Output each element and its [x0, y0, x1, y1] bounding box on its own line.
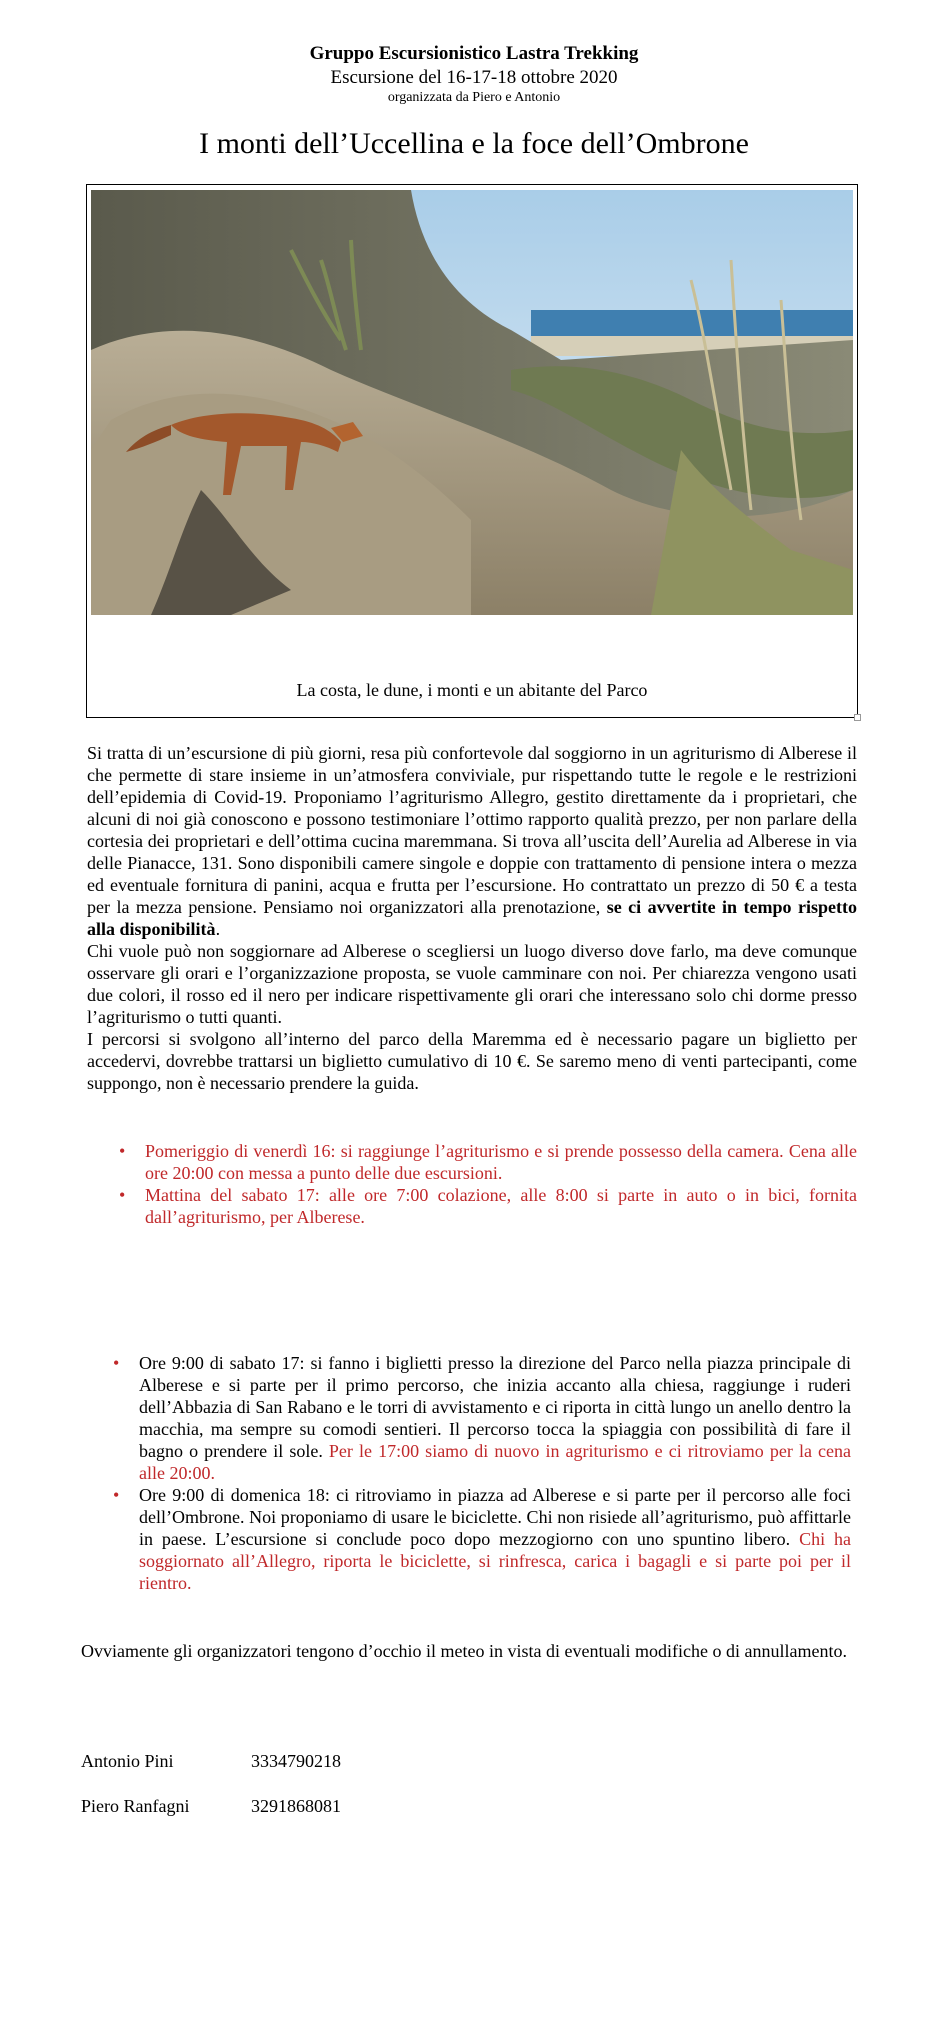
photo-frame: [86, 184, 858, 718]
schedule-item-text: Pomeriggio di venerdì 16: si raggiunge l’agriturismo e si prende possesso della camera. Cena alle ore 20:00 con messa a punto delle due escursioni.: [145, 1141, 857, 1183]
contact-row: [81, 1795, 341, 1817]
intro-paragraph-2: Chi vuole può non soggiornare ad Alberese o scegliersi un luogo diverso dove farlo, ma deve comunque osservare gli orari e l’organizzazione proposta, se vuole camminare con noi. Per chiarezza vengono usati due colori, il rosso ed il nero per indicare rispettivamente gli orari che interessano solo chi dorme presso l’agriturismo o tutti quanti.: [87, 941, 857, 1027]
bullet-icon: •: [119, 1141, 126, 1161]
bullet-icon: •: [113, 1485, 120, 1505]
contact-name: Antonio Pini: [81, 1751, 174, 1771]
intro-paragraph-3: I percorsi si svolgono all’interno del parco della Maremma ed è necessario pagare un biglietto per accedervi, dovrebbe trattarsi un biglietto cumulativo di 10 €. Se saremo meno di venti partecipanti, come suppongo, non è necessario prendere la guida.: [87, 1029, 857, 1093]
contact-phone: 3291868081: [251, 1796, 341, 1816]
coast-fox-photo: [91, 190, 853, 615]
bullet-icon: •: [113, 1353, 120, 1373]
organizers-line: organizzata da Piero e Antonio: [387, 90, 561, 105]
bullet-icon: •: [119, 1185, 126, 1205]
intro-p1-bold: se ci avvertite in tempo rispetto alla disponibilità: [87, 897, 857, 939]
closing-note: Ovviamente gli organizzatori tengono d’occhio il meteo in vista di eventuali modifiche o di annullamento.: [81, 1641, 847, 1661]
excursion-dates: Escursione del 16-17-18 ottobre 2020: [330, 67, 618, 88]
schedule-item-red-text: Chi ha soggiornato all’Allegro, riporta le biciclette, si rinfresca, carica i bagagli e si parte poi per il rientro.: [139, 1529, 851, 1593]
schedule-red-list: [119, 1140, 857, 1228]
list-item: [113, 1484, 851, 1594]
intro-paragraph-1: [87, 742, 857, 940]
schedule-item-red-text: Per le 17:00 siamo di nuovo in agriturismo e ci ritroviamo per la cena alle 20:00.: [139, 1441, 852, 1483]
contact-row: [81, 1750, 341, 1772]
schedule-item-text: Ore 9:00 di domenica 18: ci ritroviamo in piazza ad Alberese e si parte per il percorso alle foci dell’Ombrone. Noi proponiamo di usare le biciclette. Chi non risiede all’agriturismo, può affittarle in paese. L’escursione si conclude poco dopo mezzogiorno con uno spuntino libero.: [139, 1485, 851, 1549]
photo-caption: La costa, le dune, i monti e un abitante del Parco: [296, 680, 648, 700]
schedule-item-text: Ore 9:00 di sabato 17: si fanno i biglietti presso la direzione del Parco nella piazza principale di Alberese e si parte per il primo percorso, che inizia accanto alla chiesa, raggiunge i ruderi dell’Abbazia di San Rabano e le torri di avvistamento e ci riporta in città lungo un anello dentro la macchia, ma sempre su comodi sentieri. Il percorso tocca la spiaggia con possibilità di fare il bagno o prendere il sole.: [139, 1353, 851, 1461]
contact-phone: 3334790218: [251, 1751, 341, 1771]
intro-p1-text: Si tratta di un’escursione di più giorni, resa più confortevole dal soggiorno in un agriturismo di Alberese il che permette di stare insieme in un’atmosfera conviviale, pur rispettando tutte le regole e le restrizioni dell’epidemia di Covid-19. Proponiamo l’agriturismo Allegro, gestito direttamente da i proprietari, che alcuni di noi già conoscono e possono testimoniare l’ottimo rapporto qualità prezzo, per non parlare della cortesia dei proprietari e dell’ottima cucina maremmana. Si trova all’uscita dell’Aurelia ad Alberese in via delle Pianacce, 131. Sono disponibili camere singole e doppie con trattamento di pensione intera o mezza ed eventuale fornitura di panini, acqua e frutta per l’escursione. Ho contrattato un prezzo di 50 € a testa per la mezza pensione. Pensiamo noi organizzatori alla prenotazione,: [87, 743, 857, 917]
document-title: I monti dell’Uccellina e la foce dell’Ombrone: [199, 127, 749, 160]
list-item: [119, 1184, 857, 1228]
intro-section: [87, 742, 857, 1094]
photo-illustration: [91, 190, 853, 615]
list-item: [119, 1140, 857, 1184]
schedule-main-list: [113, 1352, 852, 1594]
group-name: Gruppo Escursionistico Lastra Trekking: [309, 43, 639, 64]
resize-handle-icon: [854, 714, 861, 721]
intro-p1-end: .: [215, 919, 221, 939]
list-item: [113, 1352, 852, 1484]
contact-name: Piero Ranfagni: [81, 1796, 190, 1816]
document-header: [0, 42, 948, 106]
schedule-item-text: Mattina del sabato 17: alle ore 7:00 colazione, alle 8:00 si parte in auto o in bici, fornita dall’agriturismo, per Alberese.: [145, 1185, 857, 1227]
